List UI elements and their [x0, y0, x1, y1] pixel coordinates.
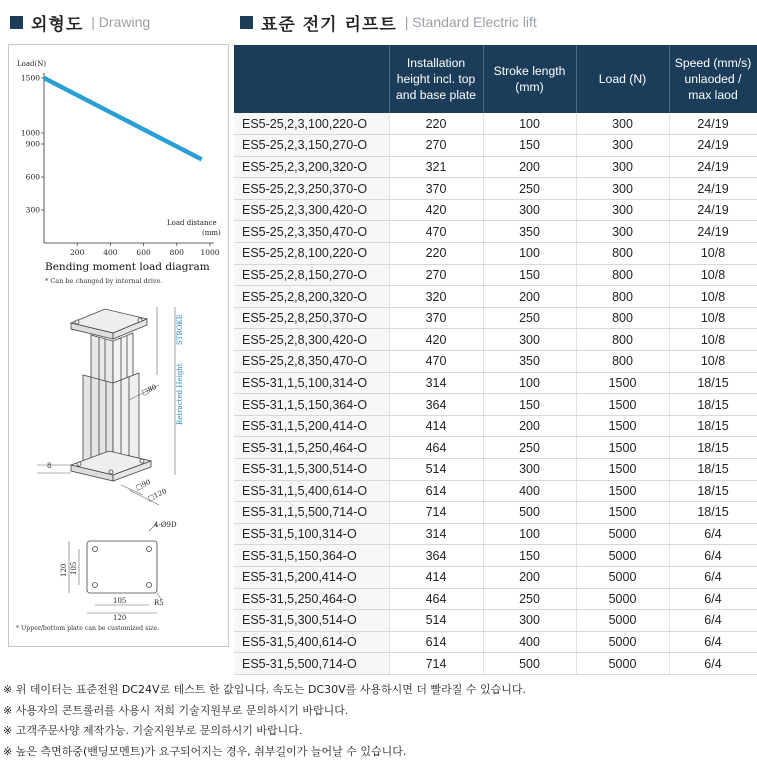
value-cell: 18/15 — [669, 394, 757, 416]
value-cell: 800 — [576, 286, 669, 308]
y-tick-label: 1500 — [20, 73, 40, 83]
value-cell: 24/19 — [669, 199, 757, 221]
load-chart — [17, 60, 221, 257]
table-row — [234, 588, 757, 610]
footnotes — [0, 680, 757, 762]
series-line — [44, 78, 202, 159]
value-cell: 800 — [576, 264, 669, 286]
value-cell: 6/4 — [669, 653, 757, 675]
table-row — [234, 113, 757, 135]
value-cell: 100 — [483, 113, 576, 135]
value-cell: 150 — [483, 135, 576, 157]
table-row — [234, 502, 757, 524]
footnote: ※ 고객주문사양 제작가능. 기술지원부로 문의하시기 바랍니다. — [3, 724, 303, 737]
height-label: Retracted Height — [176, 363, 184, 425]
value-cell: 24/19 — [669, 178, 757, 200]
value-cell: 200 — [483, 415, 576, 437]
value-cell: 5000 — [576, 588, 669, 610]
table-row — [234, 351, 757, 373]
table-row — [234, 566, 757, 588]
header-square-icon — [240, 16, 253, 29]
value-cell: 300 — [483, 610, 576, 632]
value-cell: 18/15 — [669, 415, 757, 437]
value-cell: 18/15 — [669, 437, 757, 459]
dim-120-label: □120 — [146, 487, 168, 503]
value-cell: 5000 — [576, 653, 669, 675]
drawing-panel — [8, 44, 229, 647]
table-row — [234, 286, 757, 308]
value-cell: 414 — [389, 566, 483, 588]
model-cell: ES5-25,2,3,150,270-O — [234, 135, 389, 157]
value-cell: 300 — [483, 199, 576, 221]
value-cell: 800 — [576, 329, 669, 351]
value-cell: 314 — [389, 523, 483, 545]
value-cell: 6/4 — [669, 610, 757, 632]
value-cell: 270 — [389, 264, 483, 286]
model-cell: ES5-25,2,8,300,420-O — [234, 329, 389, 351]
spec-table — [234, 45, 757, 675]
value-cell: 250 — [483, 437, 576, 459]
drawing-title-en: | Drawing — [91, 14, 151, 30]
model-cell: ES5-25,2,8,200,320-O — [234, 286, 389, 308]
value-cell: 6/4 — [669, 588, 757, 610]
y-tick-label: 900 — [25, 139, 40, 149]
model-cell: ES5-31,1,5,500,714-O — [234, 502, 389, 524]
value-cell: 300 — [483, 459, 576, 481]
value-cell: 100 — [483, 243, 576, 265]
value-cell: 150 — [483, 264, 576, 286]
model-cell: ES5-31,1,5,250,464-O — [234, 437, 389, 459]
value-cell: 1500 — [576, 394, 669, 416]
value-cell: 464 — [389, 437, 483, 459]
drawing-title-kr: 외형도 — [31, 14, 84, 35]
footnote: ※ 위 데이터는 표준전원 DC24V로 테스트 한 값입니다. 속도는 DC30V를 사용하시면 더 빨라질 수 있습니다. — [3, 683, 527, 696]
spec-title-kr: 표준 전기 리프트 — [261, 14, 397, 35]
value-cell: 800 — [576, 351, 669, 373]
model-cell: ES5-25,2,3,250,370-O — [234, 178, 389, 200]
value-cell: 5000 — [576, 566, 669, 588]
model-cell: ES5-31,1,5,100,314-O — [234, 372, 389, 394]
chart-xlabel-line2: (mm) — [202, 229, 221, 237]
value-cell: 1500 — [576, 437, 669, 459]
value-cell: 200 — [483, 156, 576, 178]
value-cell: 10/8 — [669, 307, 757, 329]
value-cell: 5000 — [576, 631, 669, 653]
model-cell: ES5-31,1,5,300,514-O — [234, 459, 389, 481]
value-cell: 300 — [576, 178, 669, 200]
x-tick-label: 600 — [136, 248, 151, 257]
y-tick-label: 1000 — [20, 128, 40, 138]
table-row — [234, 437, 757, 459]
value-cell: 220 — [389, 243, 483, 265]
chart-xlabel-line1: Load distance — [167, 219, 217, 227]
table-body — [234, 113, 757, 674]
value-cell: 470 — [389, 351, 483, 373]
x-ticks — [70, 243, 220, 257]
value-cell: 10/8 — [669, 264, 757, 286]
value-cell: 420 — [389, 199, 483, 221]
dim-90-label: □90 — [134, 477, 152, 492]
value-cell: 10/8 — [669, 351, 757, 373]
value-cell: 470 — [389, 221, 483, 243]
value-cell: 200 — [483, 566, 576, 588]
value-cell: 24/19 — [669, 156, 757, 178]
model-cell: ES5-25,2,8,250,370-O — [234, 307, 389, 329]
x-tick-label: 200 — [70, 248, 85, 257]
table-row — [234, 221, 757, 243]
column-header: Stroke length (mm) — [483, 45, 576, 113]
value-cell: 6/4 — [669, 566, 757, 588]
plate-dim-105-v: 105 — [70, 561, 78, 575]
value-cell: 150 — [483, 545, 576, 567]
chart-note: * Can be changed by internal drive. — [45, 277, 163, 285]
table-row — [234, 523, 757, 545]
table-row — [234, 329, 757, 351]
table-row — [234, 307, 757, 329]
value-cell: 314 — [389, 372, 483, 394]
table-row — [234, 135, 757, 157]
value-cell: 18/15 — [669, 502, 757, 524]
value-cell: 614 — [389, 631, 483, 653]
value-cell: 250 — [483, 588, 576, 610]
value-cell: 300 — [576, 113, 669, 135]
plate-dim-105-h: 105 — [113, 597, 127, 605]
column-header: Speed (mm/s) unlaoded / max laod — [669, 45, 757, 113]
value-cell: 5000 — [576, 610, 669, 632]
value-cell: 220 — [389, 113, 483, 135]
column-header: Installation height incl. top and base plate — [389, 45, 483, 113]
value-cell: 364 — [389, 394, 483, 416]
value-cell: 18/15 — [669, 480, 757, 502]
value-cell: 10/8 — [669, 286, 757, 308]
drawing-svg — [9, 45, 230, 648]
model-cell: ES5-31,5,150,364-O — [234, 545, 389, 567]
value-cell: 6/4 — [669, 523, 757, 545]
value-cell: 414 — [389, 415, 483, 437]
value-cell: 1500 — [576, 372, 669, 394]
value-cell: 1500 — [576, 502, 669, 524]
value-cell: 321 — [389, 156, 483, 178]
column-header — [234, 45, 389, 113]
value-cell: 500 — [483, 502, 576, 524]
header-square-icon — [10, 16, 23, 29]
value-cell: 350 — [483, 351, 576, 373]
value-cell: 400 — [483, 480, 576, 502]
stroke-label: STROKE — [176, 314, 184, 345]
value-cell: 1500 — [576, 459, 669, 481]
plate-dim-120-v: 120 — [60, 563, 68, 577]
value-cell: 500 — [483, 653, 576, 675]
value-cell: 300 — [576, 221, 669, 243]
table-row — [234, 178, 757, 200]
model-cell: ES5-31,5,400,614-O — [234, 631, 389, 653]
spec-section-header — [240, 8, 537, 36]
model-cell: ES5-31,5,200,414-O — [234, 566, 389, 588]
value-cell: 10/8 — [669, 329, 757, 351]
model-cell: ES5-31,5,250,464-O — [234, 588, 389, 610]
model-cell: ES5-31,1,5,200,414-O — [234, 415, 389, 437]
table-row — [234, 459, 757, 481]
value-cell: 6/4 — [669, 631, 757, 653]
plate-note: * Upper/bottom plate can be customized size. — [16, 625, 160, 632]
y-tick-label: 600 — [25, 172, 40, 182]
model-cell: ES5-25,2,8,100,220-O — [234, 243, 389, 265]
value-cell: 5000 — [576, 523, 669, 545]
value-cell: 10/8 — [669, 243, 757, 265]
drawing-section-header — [10, 8, 150, 36]
model-cell: ES5-31,5,300,514-O — [234, 610, 389, 632]
value-cell: 300 — [576, 156, 669, 178]
model-cell: ES5-25,2,8,350,470-O — [234, 351, 389, 373]
value-cell: 800 — [576, 307, 669, 329]
table-row — [234, 243, 757, 265]
value-cell: 714 — [389, 653, 483, 675]
table-row — [234, 372, 757, 394]
value-cell: 514 — [389, 610, 483, 632]
footnote: ※ 높은 측면하중(밴딩모멘트)가 요구되어지는 경우, 취부길이가 늘어날 수 있습니다. — [3, 744, 407, 758]
model-cell: ES5-25,2,8,150,270-O — [234, 264, 389, 286]
x-tick-label: 800 — [169, 248, 184, 257]
table-row — [234, 394, 757, 416]
value-cell: 24/19 — [669, 135, 757, 157]
value-cell: 5000 — [576, 545, 669, 567]
plate-dim-120-h: 120 — [113, 614, 127, 622]
value-cell: 100 — [483, 523, 576, 545]
y-tick-label: 300 — [25, 205, 40, 215]
model-cell: ES5-25,2,3,200,320-O — [234, 156, 389, 178]
dim-8-label: 8 — [47, 462, 52, 470]
table-row — [234, 415, 757, 437]
value-cell: 800 — [576, 243, 669, 265]
value-cell: 6/4 — [669, 545, 757, 567]
y-ticks — [21, 74, 44, 215]
model-cell: ES5-31,1,5,400,614-O — [234, 480, 389, 502]
table-row — [234, 264, 757, 286]
value-cell: 18/15 — [669, 372, 757, 394]
footnote: ※ 사용자의 콘트롤러를 사용시 저희 기술지원부로 문의하시기 바랍니다. — [3, 703, 349, 717]
value-cell: 300 — [483, 329, 576, 351]
model-cell: ES5-31,5,500,714-O — [234, 653, 389, 675]
value-cell: 464 — [389, 588, 483, 610]
table-row — [234, 610, 757, 632]
lift-drawing — [37, 307, 175, 505]
value-cell: 200 — [483, 286, 576, 308]
value-cell: 400 — [483, 631, 576, 653]
value-cell: 370 — [389, 178, 483, 200]
value-cell: 300 — [576, 199, 669, 221]
column-header: Load (N) — [576, 45, 669, 113]
value-cell: 320 — [389, 286, 483, 308]
value-cell: 24/19 — [669, 221, 757, 243]
value-cell: 250 — [483, 178, 576, 200]
value-cell: 420 — [389, 329, 483, 351]
value-cell: 714 — [389, 502, 483, 524]
value-cell: 514 — [389, 459, 483, 481]
value-cell: 1500 — [576, 480, 669, 502]
table-row — [234, 545, 757, 567]
value-cell: 150 — [483, 394, 576, 416]
value-cell: 100 — [483, 372, 576, 394]
table-row — [234, 199, 757, 221]
value-cell: 300 — [576, 135, 669, 157]
table-header-row — [234, 45, 757, 113]
series — [44, 78, 202, 159]
table-row — [234, 480, 757, 502]
table-row — [234, 653, 757, 675]
x-tick-label: 400 — [103, 248, 118, 257]
model-cell: ES5-31,5,100,314-O — [234, 523, 389, 545]
spec-title-en: | Standard Electric lift — [404, 14, 537, 30]
table-row — [234, 631, 757, 653]
model-cell: ES5-25,2,3,300,420-O — [234, 199, 389, 221]
table-row — [234, 156, 757, 178]
dim-80-label: □80 — [140, 382, 158, 397]
model-cell: ES5-31,1,5,150,364-O — [234, 394, 389, 416]
value-cell: 364 — [389, 545, 483, 567]
x-tick-label: 1000 — [200, 248, 220, 257]
value-cell: 18/15 — [669, 459, 757, 481]
value-cell: 250 — [483, 307, 576, 329]
model-cell: ES5-25,2,3,100,220-O — [234, 113, 389, 135]
hole-label: 4-Ø9D — [154, 521, 177, 529]
value-cell: 350 — [483, 221, 576, 243]
value-cell: 370 — [389, 307, 483, 329]
plate-r5-label: R5 — [154, 599, 164, 607]
value-cell: 24/19 — [669, 113, 757, 135]
value-cell: 270 — [389, 135, 483, 157]
chart-ylabel: Load(N) — [17, 60, 47, 68]
chart-title: Bending moment load diagram — [45, 261, 210, 273]
value-cell: 1500 — [576, 415, 669, 437]
model-cell: ES5-25,2,3,350,470-O — [234, 221, 389, 243]
value-cell: 614 — [389, 480, 483, 502]
